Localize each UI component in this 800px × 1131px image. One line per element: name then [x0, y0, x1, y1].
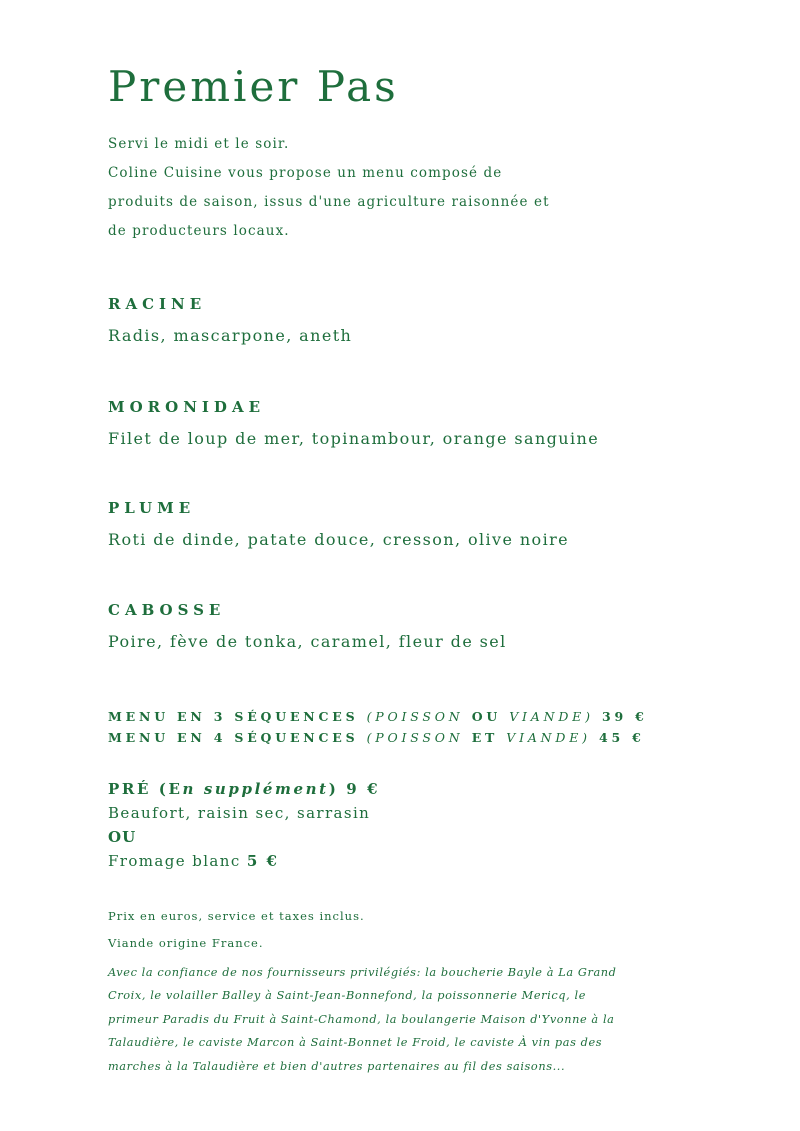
intro-line: de producteurs locaux.	[108, 223, 290, 239]
menu-option-fish: (POISSON	[366, 709, 464, 724]
course-description: Poire, fève de tonka, caramel, fleur de sel	[108, 632, 507, 651]
origin-note: Viande origine France.	[108, 936, 264, 950]
intro-line: Coline Cuisine vous propose un menu composé de	[108, 165, 503, 181]
supplement-option-2	[108, 849, 380, 873]
supplement-option-1: Beaufort, raisin sec, sarrasin	[108, 804, 371, 822]
intro-text	[108, 130, 668, 246]
prices-note: Prix en euros, service et taxes inclus.	[108, 909, 365, 923]
option-2-label: Fromage blanc	[108, 852, 241, 870]
option-2-price: 5 €	[246, 852, 279, 870]
course-racine	[108, 294, 352, 348]
suppliers-note: Avec la confiance de nos fournisseurs privilégiés: la boucherie Bayle à La Grand Croix, le volailler Balley à Saint-Jean-Bonnefond, la poissonnerie Mericq, le primeur Paradis du Fruit à Saint-Chamond, la boulangerie Maison d'Yvonne à la Talaudière, le caviste Marcon à Saint-Bonnet le Froid, le caviste À vin pas des marches à la Talaudière et bien d'autres partenaires au fil des saisons...	[108, 966, 617, 1073]
course-name: MORONIDAE	[108, 398, 266, 416]
menu-label: MENU EN 3 SÉQUENCES	[108, 709, 359, 724]
footer-notes	[108, 903, 628, 1078]
course-cabosse	[108, 600, 507, 654]
course-name: CABOSSE	[108, 601, 226, 619]
menu-prices	[108, 706, 648, 748]
supplement-or: OU	[108, 828, 137, 846]
course-plume	[108, 498, 569, 552]
cheese-supplement	[108, 777, 380, 873]
course-name: RACINE	[108, 295, 207, 313]
menu-price: 39 €	[601, 709, 648, 724]
intro-line: Servi le midi et le soir.	[108, 136, 290, 152]
supplement-heading	[108, 777, 380, 801]
menu-label: MENU EN 4 SÉQUENCES	[108, 730, 359, 745]
course-moronidae	[108, 397, 599, 451]
course-name: PLUME	[108, 499, 196, 517]
intro-line: produits de saison, issus d'une agriculture raisonnée et	[108, 194, 550, 210]
menu-conjunction: ET	[471, 730, 499, 745]
menu-4-sequences	[108, 727, 648, 748]
menu-option-meat: VIANDE)	[506, 730, 591, 745]
menu-price: 45 €	[599, 730, 645, 745]
supplement-heading-italic: n supplément	[182, 780, 329, 798]
supplement-heading-start: PRÉ (E	[108, 780, 183, 798]
course-description: Roti de dinde, patate douce, cresson, olive noire	[108, 530, 570, 549]
course-description: Filet de loup de mer, topinambour, orange sanguine	[108, 429, 600, 448]
menu-3-sequences	[108, 706, 648, 727]
menu-conjunction: OU	[471, 709, 502, 724]
page-title: Premier Pas	[108, 62, 399, 111]
menu-option-meat: VIANDE)	[509, 709, 594, 724]
supplement-heading-end: ) 9 €	[328, 780, 381, 798]
course-description: Radis, mascarpone, aneth	[108, 326, 353, 345]
menu-option-fish: (POISSON	[366, 730, 464, 745]
